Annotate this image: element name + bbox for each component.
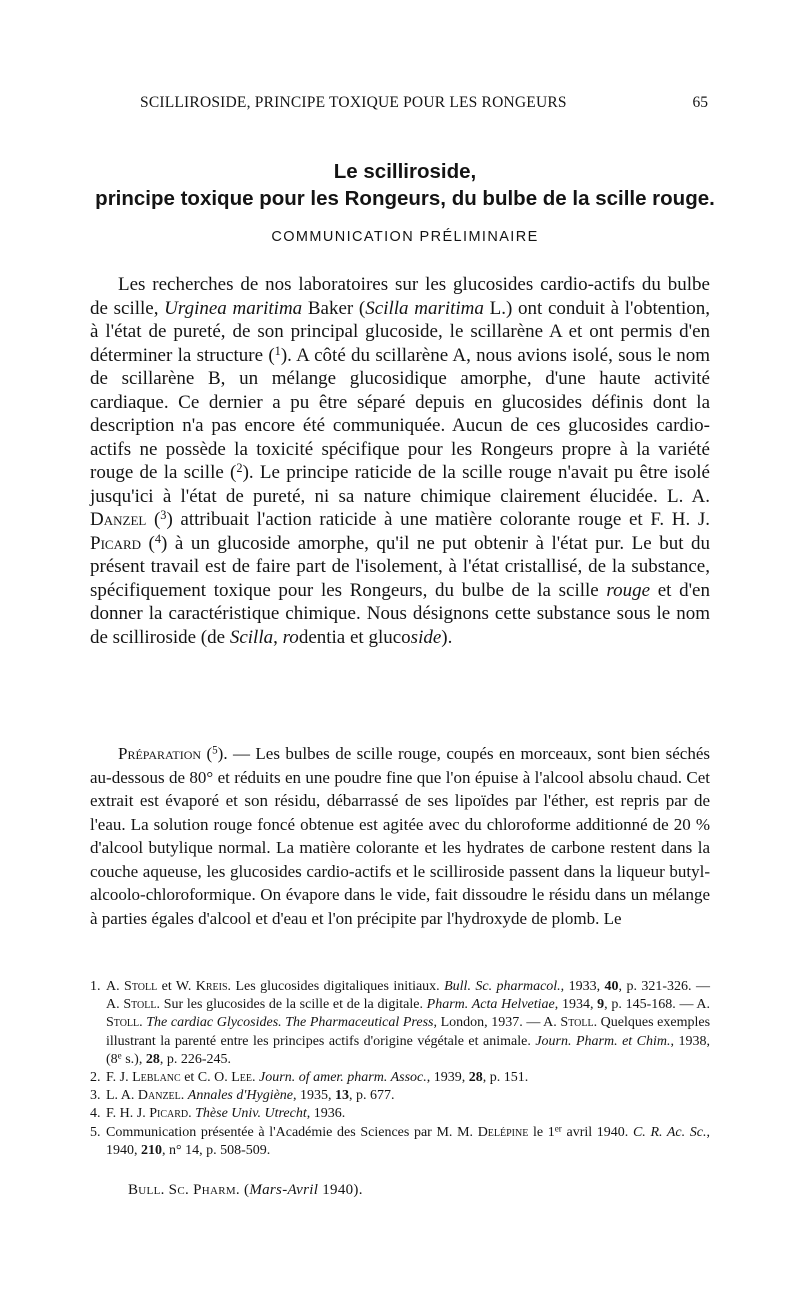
author-name: Stoll	[124, 979, 158, 994]
text-run: et d'en donner la caractéristique chimique. Nous désignons cette substance sous le nom de scilliroside (de	[90, 579, 710, 648]
text-run: s.),	[121, 1051, 146, 1067]
text-run: A.	[106, 979, 125, 994]
volume: 9	[597, 997, 605, 1013]
footnote-number: 2.	[90, 1070, 101, 1086]
etymology-term: side	[410, 626, 442, 648]
text-run: , p. 151.	[482, 1070, 529, 1086]
text-run: , 1935,	[293, 1088, 336, 1104]
text-run: , London, 1937. — A.	[433, 1015, 561, 1031]
text-run: .	[188, 1106, 196, 1122]
author-name: Danzel	[137, 1088, 181, 1104]
text-run: , 1940,	[106, 1124, 711, 1158]
text-run: .	[139, 1015, 147, 1031]
volume: 13	[335, 1088, 350, 1104]
journal-title: Journ. Pharm. et Chim.	[535, 1033, 671, 1049]
text-run: , n° 14, p. 508-509.	[162, 1142, 271, 1158]
text-run: Communication présentée à l'Académie des Sciences par M. M.	[106, 1124, 478, 1140]
text-run: avril 1940.	[561, 1124, 633, 1140]
volume: 28	[468, 1070, 483, 1086]
text-run: et C. O.	[180, 1070, 232, 1086]
text-run: , 1939,	[426, 1070, 469, 1086]
footnote-3	[90, 1087, 710, 1105]
preparation-paragraph	[90, 742, 710, 930]
text-run: , p. 226-245.	[159, 1051, 232, 1067]
text-run: L. A.	[106, 1088, 138, 1104]
species-name: Scilla maritima	[365, 297, 484, 319]
thesis-title: Thèse Univ. Utrecht	[195, 1106, 307, 1122]
footnote-ref: 4	[154, 531, 162, 546]
footnote-ref: 2	[236, 460, 243, 475]
text-run: .	[180, 1088, 188, 1104]
journal-title: C. R. Ac. Sc.	[632, 1124, 707, 1140]
text-run: Les recherches de nos laboratoires sur les glucosides cardio-actifs du bulbe de scille,	[90, 274, 710, 319]
text-run: , p. 145-168. — A.	[604, 997, 711, 1013]
text-run: ). A côté du scillarène A, nous avions isolé, sous le nom de scillarène B, un mélange glucosidique amorphe, d'une haute activité cardiaque. Ce dernier a pu être séparé depuis en glucosides définis dont la description n'a pas encore été communiquée. Aucun de ces glucosides cardio-actifs ne possède la toxicité spécifique pour les Rongeurs propre à la variété rouge de la scille (	[90, 344, 710, 483]
author-name: Lee	[231, 1070, 253, 1086]
page-number: 65	[692, 94, 708, 111]
section-label: Préparation	[118, 744, 202, 763]
text-run: , p. 321-326. — A.	[106, 979, 710, 1013]
footnote-ref: 5	[212, 744, 218, 757]
author-name: Stoll	[106, 1015, 140, 1031]
author-name: Stoll	[560, 1015, 594, 1031]
text-run: (	[239, 1182, 250, 1198]
article-title	[80, 158, 730, 212]
text-run: le 1	[528, 1124, 555, 1140]
book-title: The cardiac Glycosides. The Pharmaceutical Press	[146, 1015, 434, 1031]
species-name: Urginea maritima	[164, 297, 303, 319]
journal-year: 1940	[318, 1182, 354, 1198]
journal-title: Pharm. Acta Helvetiae	[426, 997, 555, 1013]
author-name: Picard	[90, 532, 142, 554]
text-run: , 1934,	[554, 997, 598, 1013]
volume: 210	[141, 1142, 162, 1158]
journal-title: Journ. of amer. pharm. Assoc.	[259, 1070, 427, 1086]
footnote-ref: 1	[274, 343, 281, 358]
text-run: ) attribuait l'action raticide à une matière colorante rouge et F. H. J.	[166, 509, 710, 530]
article-subtitle: COMMUNICATION PRÉLIMINAIRE	[271, 229, 539, 245]
text-run: , p. 677.	[349, 1088, 395, 1104]
text-run: (	[146, 509, 161, 530]
text-run: . Quelques exemples illustrant la parenté entre les principes actifs d'origine végétale et animale.	[106, 1015, 711, 1049]
journal-name: Bull. Sc. Pharm.	[128, 1182, 240, 1198]
footnote-2	[90, 1069, 710, 1087]
text-run: F. H. J.	[106, 1106, 150, 1122]
author-name: Delépine	[477, 1124, 529, 1140]
text-run: F. J.	[106, 1070, 133, 1086]
footnotes	[90, 978, 710, 1160]
footnote-number: 5.	[90, 1124, 101, 1140]
text-run: , 1933,	[560, 979, 605, 994]
text-run: . Les glucosides digitaliques initiaux.	[227, 979, 445, 994]
text-run: ) à un glucoside amorphe, qu'il ne put obtenir à l'état pur. Le but du présent travail est de faire part de l'isolement, à l'état cristallisé, de la substance, spécifiquement toxique pour les Rongeurs, du bulbe de la scille	[90, 532, 711, 601]
text-run: et W.	[157, 979, 196, 994]
etymology-term: ro	[282, 626, 299, 648]
text-run: . Sur les glucosides de la scille et de la digitale.	[156, 997, 427, 1013]
text-run: Baker (	[302, 297, 366, 319]
author-name: Stoll	[123, 997, 157, 1013]
text-run: ,	[273, 626, 283, 648]
journal-title: Annales d'Hygiène	[187, 1088, 294, 1104]
volume: 40	[604, 979, 619, 994]
text-run: ). — Les bulbes de scille rouge, coupés en morceaux, sont bien séchés au-dessous de 80° et réduits en une poudre fine que l'on épuise à l'alcool absolu chaud. Cet extrait est évaporé et son résidu, débarrassé de ses lipoïdes par l'éther, est repris par de l'eau. La solution rouge foncé obtenue est agitée avec du chloroforme additionné de 20 % d'alcool butylique normal. La matière colorante et les hydrates de carbone restent dans la couche aqueuse, les glucosides cardio-actifs et le scilliroside passent dans la liqueur butyl-alcoolo-chloroformique. On évapore dans le vide, fait dissoudre le résidu dans un mélange à parties égales d'alcool et d'eau et l'on précipite par l'hydroxyde de plomb. Le	[90, 744, 710, 928]
title-line-2: principe toxique pour les Rongeurs, du bulbe de la scille rouge.	[95, 187, 715, 210]
footnote-number: 1.	[90, 979, 101, 994]
text-run: L.) ont conduit à l'obtention, à l'état de pureté, de son principal glucoside, le scillarène A et ont permis d'en déterminer la structure (	[90, 297, 710, 366]
text-run: dentia et gluco	[298, 626, 411, 648]
footnote-ref: 3	[160, 507, 167, 522]
superscript: er	[554, 1123, 562, 1134]
journal-issue: Mars-Avril	[249, 1182, 319, 1198]
journal-title: Bull. Sc. pharmacol.	[444, 979, 561, 994]
footnote-1	[90, 978, 710, 1069]
footnote-number: 4.	[90, 1106, 101, 1122]
author-name: Danzel	[90, 509, 147, 530]
text-run: ). Le principe raticide de la scille rouge n'avait pu être isolé jusqu'ici à l'état de pureté, ni sa nature chimique clairement élucidée. L. A.	[90, 462, 710, 507]
footnote-number: 3.	[90, 1088, 101, 1104]
volume: 28	[145, 1051, 160, 1067]
emphasis: rouge	[606, 579, 651, 601]
text-run: , 1936.	[306, 1106, 346, 1122]
intro-paragraph	[90, 273, 710, 649]
journal-footer	[128, 1182, 363, 1199]
superscript: e	[117, 1050, 122, 1061]
etymology-term: Scilla	[229, 626, 274, 648]
author-name: Leblanc	[132, 1070, 181, 1086]
text-run: ).	[441, 626, 453, 648]
text-run: ).	[353, 1182, 363, 1198]
footnote-5	[90, 1124, 710, 1160]
author-name: Kreis	[195, 979, 228, 994]
footnote-4	[90, 1105, 710, 1123]
title-line-1: Le scilliroside,	[333, 160, 477, 183]
running-header: SCILLIROSIDE, PRINCIPE TOXIQUE POUR LES RONGEURS	[140, 94, 567, 111]
author-name: Picard	[149, 1106, 189, 1122]
text-run: (	[201, 744, 213, 763]
text-run: .	[252, 1070, 260, 1086]
text-run: (	[141, 532, 155, 554]
text-run: , 1938, (8	[106, 1033, 711, 1067]
